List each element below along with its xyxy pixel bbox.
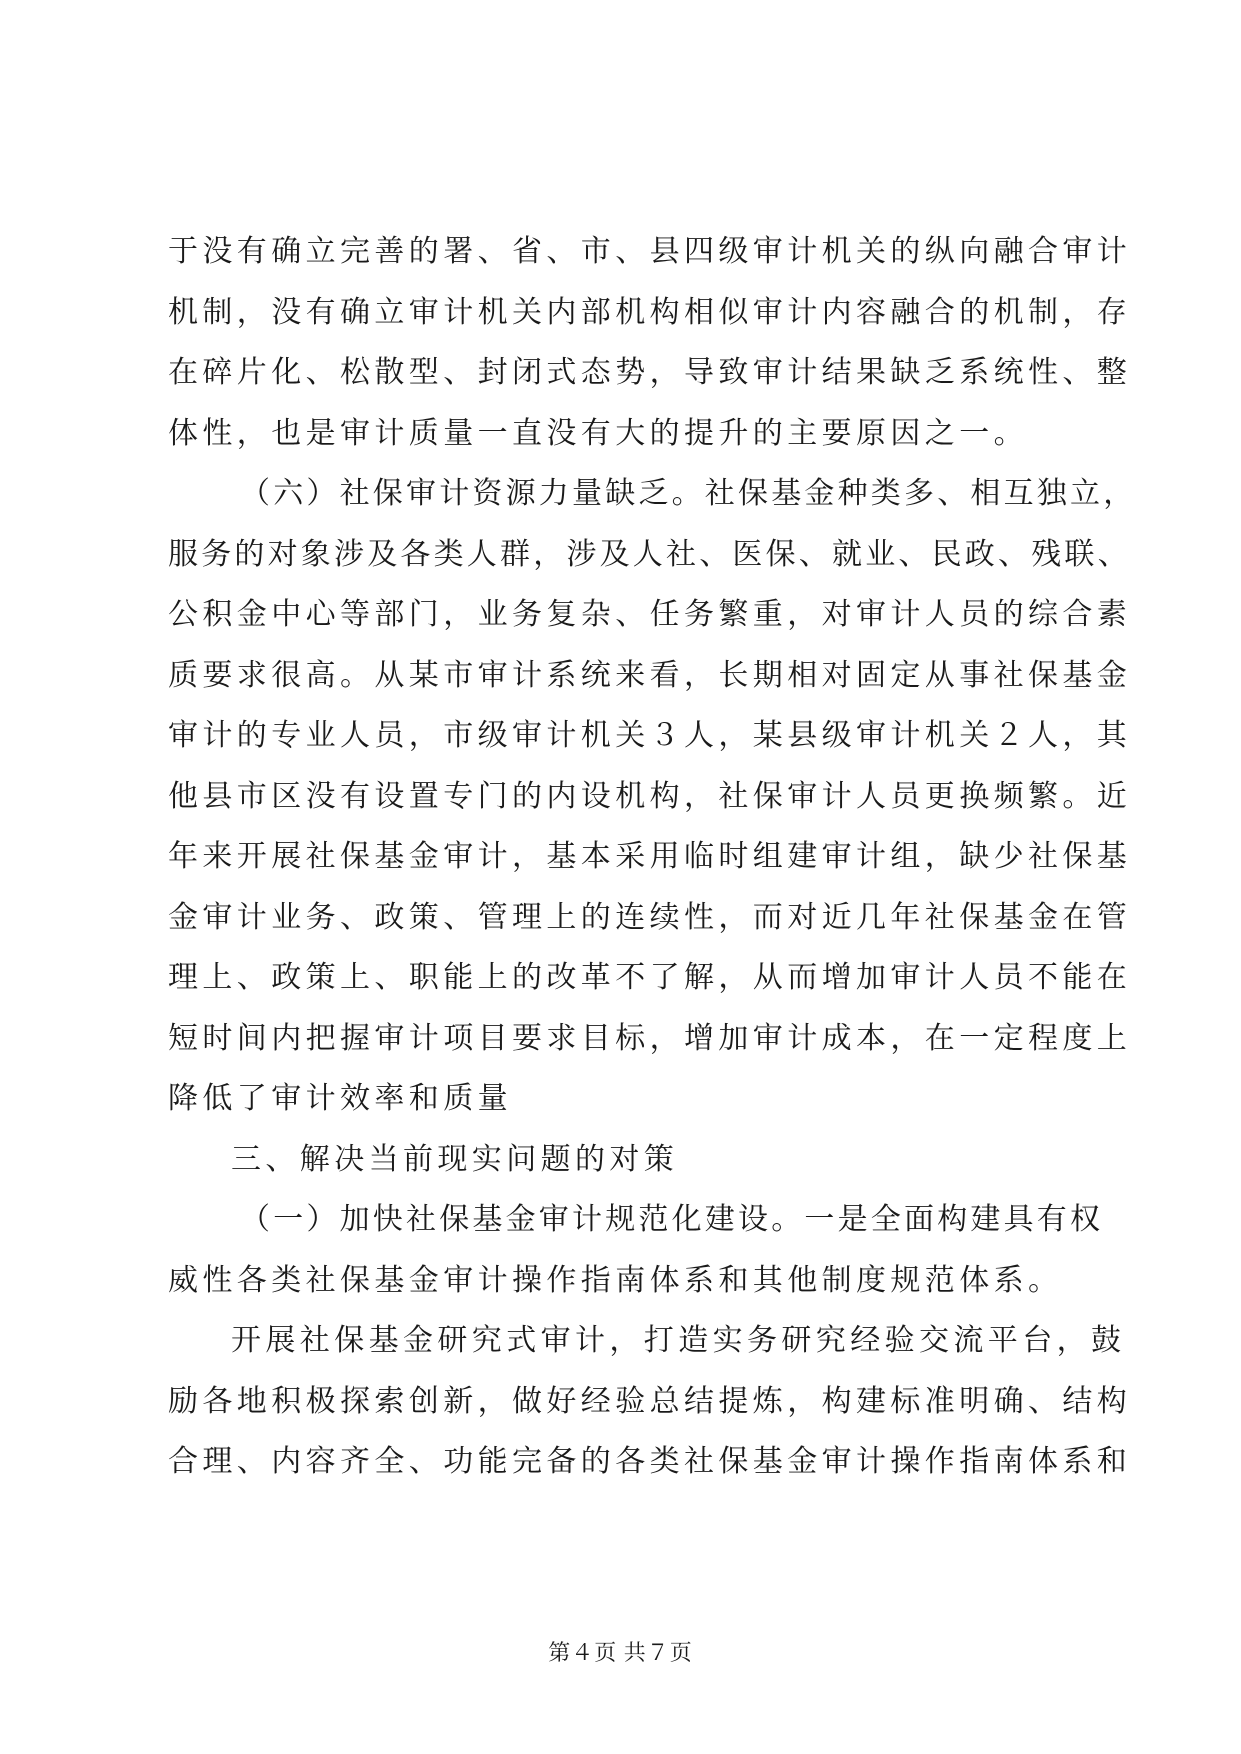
text-line: 理上、政策上、职能上的改革不了解，从而增加审计人员不能在 — [168, 960, 1132, 995]
text-line: 审计的专业人员，市级审计机关３人，某县级审计机关２人，其 — [168, 718, 1132, 753]
text-line: 威性各类社保基金审计操作指南体系和其他制度规范体系。 — [168, 1262, 1063, 1298]
text-line: 体性，也是审计质量一直没有大的提升的主要原因之一。 — [168, 415, 1028, 451]
paragraph-start-line: 开展社保基金研究式审计，打造实务研究经验交流平台，鼓 — [231, 1323, 1126, 1358]
document-body — [168, 222, 1137, 1493]
text-line: 年来开展社保基金审计，基本采用临时组建审计组，缺少社保基 — [168, 839, 1132, 874]
text-line: 公积金中心等部门，业务复杂、任务繁重，对审计人员的综合素 — [168, 597, 1132, 632]
text-line: 质要求很高。从某市审计系统来看，长期相对固定从事社保基金 — [168, 657, 1132, 693]
text-line: 机制，没有确立审计机关内部机构相似审计内容融合的机制，存 — [168, 294, 1132, 330]
page-number-footer: 第４页 共７页 — [548, 1640, 693, 1665]
text-line: 于没有确立完善的署、省、市、县四级审计机关的纵向融合审计 — [168, 234, 1132, 269]
section-heading-line: （六）社保审计资源力量缺乏。社保基金种类多、相互独立， — [240, 476, 1137, 511]
text-line: 金审计业务、政策、管理上的连续性，而对近几年社保基金在管 — [168, 899, 1132, 935]
text-line: 降低了审计效率和质量 — [168, 1081, 512, 1116]
section-title: 三、解决当前现实问题的对策 — [231, 1141, 679, 1177]
text-line: 励各地积极探索创新，做好经验总结提炼，构建标准明确、结构 — [168, 1383, 1132, 1419]
text-line: 合理、内容齐全、功能完备的各类社保基金审计操作指南体系和 — [168, 1444, 1132, 1479]
text-line: 他县市区没有设置专门的内设机构，社保审计人员更换频繁。近 — [168, 778, 1132, 814]
text-line: 服务的对象涉及各类人群，涉及人社、医保、就业、民政、残联、 — [168, 536, 1131, 572]
text-line: 在碎片化、松散型、封闭式态势，导致审计结果缺乏系统性、整 — [168, 355, 1132, 390]
text-line: 短时间内把握审计项目要求目标，增加审计成本，在一定程度上 — [168, 1020, 1132, 1056]
section-heading-line: （一）加快社保基金审计规范化建设。一是全面构建具有权 — [240, 1202, 1104, 1237]
